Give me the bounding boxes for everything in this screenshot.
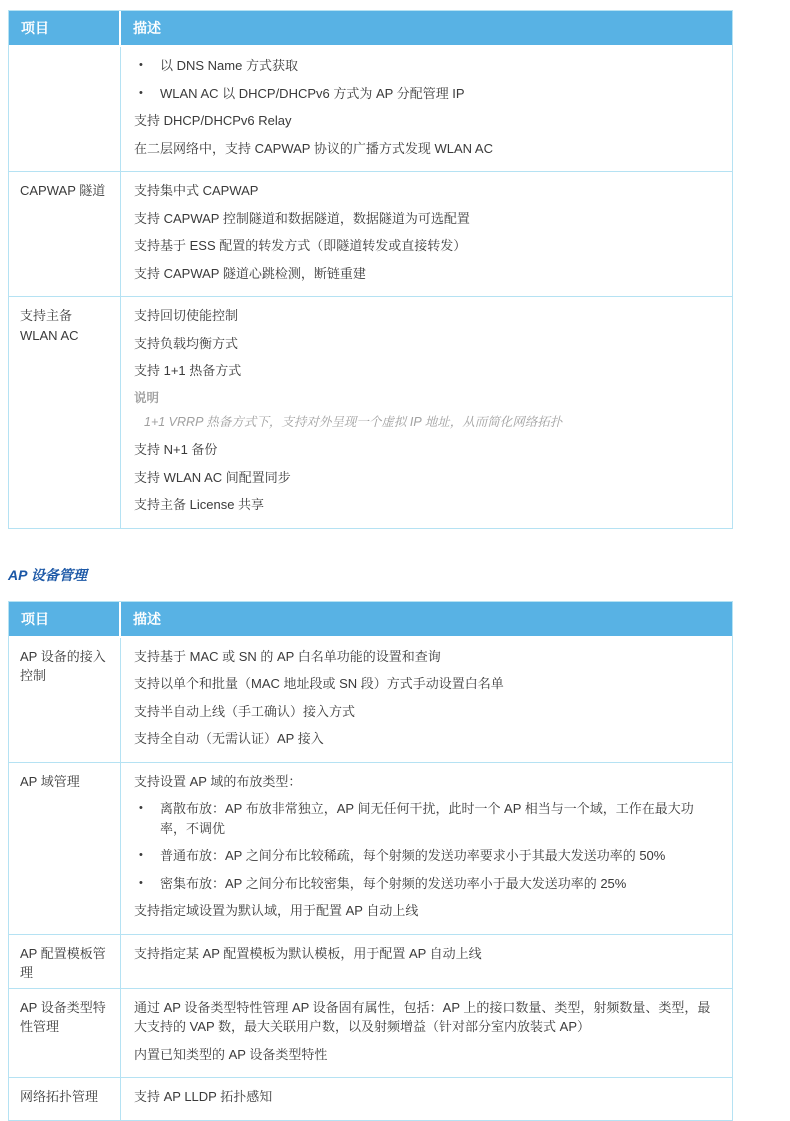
description-paragraph: 支持回切使能控制	[134, 308, 239, 323]
description-paragraph: 支持 N+1 备份	[134, 442, 218, 457]
bullet-icon: •	[139, 876, 143, 889]
item-cell: CAPWAP 隧道	[9, 172, 121, 297]
table-row	[9, 638, 732, 763]
description-paragraph: 支持基于 MAC 或 SN 的 AP 白名单功能的设置和查询	[134, 648, 441, 664]
note-label: 说明	[134, 390, 160, 405]
table-row	[9, 1078, 732, 1120]
bullet-icon: •	[139, 849, 143, 861]
description-cell	[121, 1078, 732, 1120]
bullet-item	[134, 874, 718, 894]
description-cell	[121, 989, 732, 1079]
description-cell	[121, 763, 732, 935]
column-header-item: 项目	[9, 602, 121, 638]
ap-device-management-table	[8, 601, 733, 1121]
description-paragraph: 支持负载均衡方式	[134, 335, 239, 351]
column-header-item: 项目	[9, 11, 121, 47]
description-cell	[121, 935, 732, 989]
description-paragraph: 支持全自动（无需认证）AP 接入	[134, 731, 324, 746]
column-header-description: 描述	[121, 11, 732, 47]
table-header-row	[9, 11, 732, 47]
description-paragraph: 支持 DHCP/DHCPv6 Relay	[134, 113, 292, 128]
column-header-description: 描述	[121, 602, 732, 638]
description-paragraph: 支持以单个和批量（MAC 地址段或 SN 段）方式手动设置白名单	[134, 676, 504, 691]
description-paragraph: 支持指定某 AP 配置模板为默认模板，用于配置 AP 自动上线	[134, 945, 482, 961]
item-cell: AP 设备的接入控制	[9, 638, 121, 763]
table-row	[9, 297, 732, 528]
description-paragraph: 支持指定域设置为默认域，用于配置 AP 自动上线	[134, 903, 419, 918]
description-cell	[121, 172, 732, 297]
item-cell	[9, 47, 121, 172]
table-row	[9, 47, 732, 172]
bullet-text: 密集布放：AP 之间分布比较密集，每个射频的发送功率小于最大发送功率的 25%	[160, 875, 627, 891]
section-heading: AP 设备管理	[8, 566, 87, 583]
description-paragraph: 在二层网络中，支持 CAPWAP 协议的广播方式发现 WLAN AC	[134, 140, 493, 156]
item-cell: AP 域管理	[9, 763, 121, 935]
description-paragraph: 支持基于 ESS 配置的转发方式（即隧道转发或直接转发）	[134, 238, 467, 253]
bullet-text: WLAN AC 以 DHCP/DHCPv6 方式为 AP 分配管理 IP	[160, 85, 465, 101]
bullet-item	[134, 846, 718, 866]
bullet-icon: •	[139, 802, 143, 814]
table-row	[9, 935, 732, 989]
wlan-ac-features-table	[8, 10, 733, 529]
table-row	[9, 989, 732, 1079]
note-text: 1+1 VRRP 热备方式下，支持对外呈现一个虚拟 IP 地址，从而简化网络拓扑	[144, 415, 563, 430]
bullet-item	[134, 799, 718, 838]
description-paragraph: 支持主备 License 共享	[134, 497, 265, 512]
description-paragraph: 支持 CAPWAP 隧道心跳检测，断链重建	[134, 265, 366, 281]
description-paragraph: 支持 WLAN AC 间配置同步	[134, 469, 291, 485]
bullet-text: 以 DNS Name 方式获取	[160, 58, 298, 73]
bullet-text: 普通布放：AP 之间分布比较稀疏，每个射频的发送功率要求小于其最大发送功率的 50%	[160, 848, 666, 863]
item-cell: AP 设备类型特性管理	[9, 989, 121, 1079]
item-cell: AP 配置模板管理	[9, 935, 121, 989]
item-cell: 支持主备 WLAN AC	[9, 297, 121, 528]
bullet-item	[134, 56, 718, 76]
description-paragraph: 支持 1+1 热备方式	[134, 363, 242, 378]
bullet-text: 离散布放：AP 布放非常独立，AP 间无任何干扰，此时一个 AP 相当与一个域，工作在最大功率，不调优	[160, 801, 694, 836]
description-paragraph: 支持半自动上线（手工确认）接入方式	[134, 703, 356, 719]
description-cell	[121, 638, 732, 763]
table-row	[9, 763, 732, 935]
description-cell	[121, 47, 732, 172]
description-paragraph: 内置已知类型的 AP 设备类型特性	[134, 1046, 328, 1062]
description-cell	[121, 297, 732, 528]
description-paragraph: 通过 AP 设备类型特性管理 AP 设备固有属性，包括：AP 上的接口数量、类型，射频数量、类型，最大支持的 VAP 数，最大关联用户数，以及射频增益（针对部分室内放装式 AP）	[134, 999, 711, 1034]
bullet-icon: •	[139, 59, 143, 71]
item-cell: 网络拓扑管理	[9, 1078, 121, 1120]
description-paragraph: 支持集中式 CAPWAP	[134, 183, 259, 198]
description-paragraph: 支持 CAPWAP 控制隧道和数据隧道，数据隧道为可选配置	[134, 210, 470, 226]
bullet-item	[134, 84, 718, 104]
table-row	[9, 172, 732, 297]
bullet-icon: •	[139, 86, 143, 99]
description-paragraph: 支持设置 AP 域的布放类型：	[134, 773, 302, 789]
description-paragraph: 支持 AP LLDP 拓扑感知	[134, 1089, 273, 1104]
table-header-row	[9, 602, 732, 638]
